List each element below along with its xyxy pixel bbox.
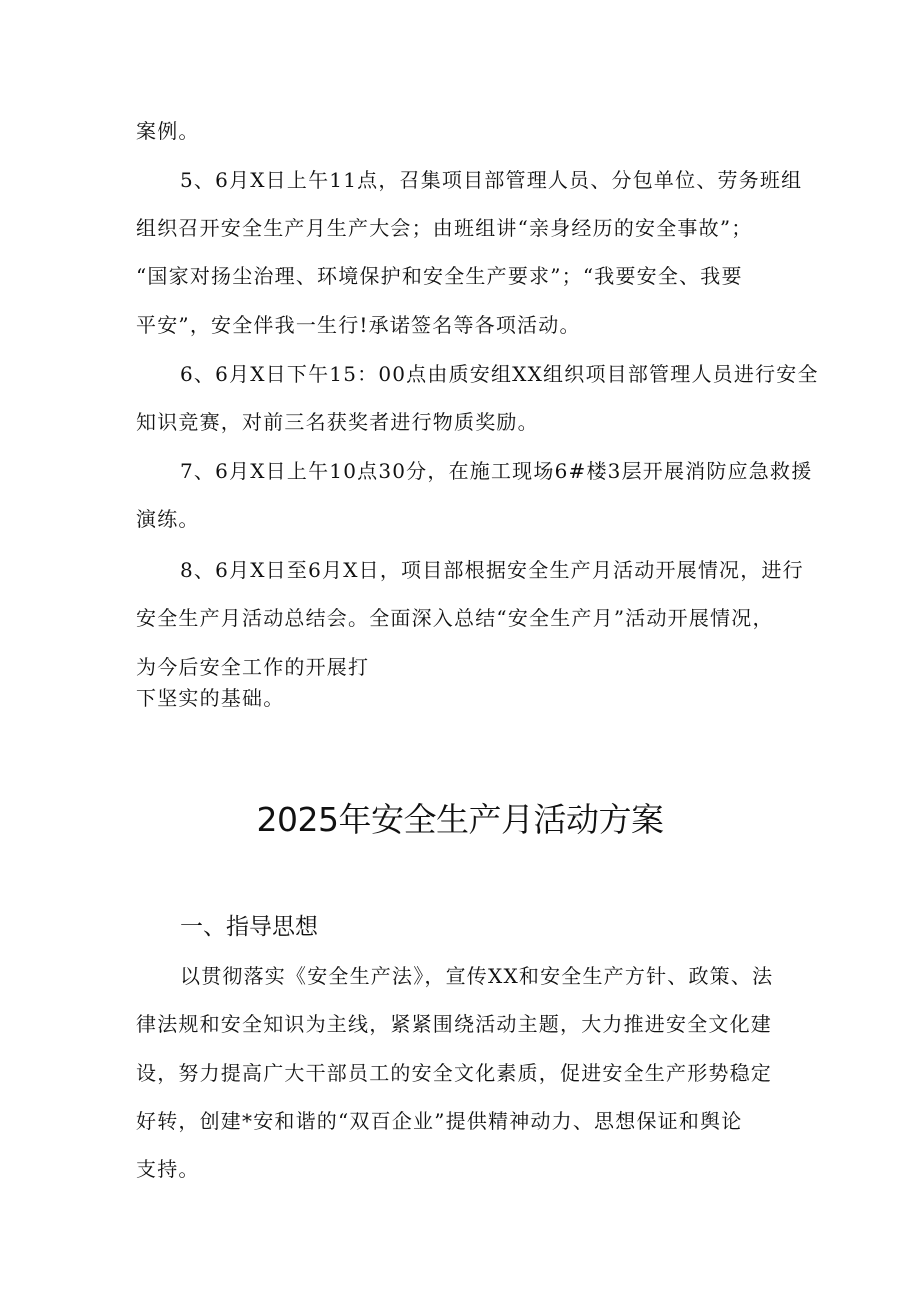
paragraph-line: 为今后安全工作的开展打 xyxy=(136,655,370,679)
paragraph-line: 支持。 xyxy=(136,1157,200,1181)
paragraph-line: 律法规和安全知识为主线，紧紧围绕活动主题，大力推进安全文化建 xyxy=(136,1012,772,1036)
paragraph-line: 下坚实的基础。 xyxy=(136,686,285,710)
paragraph-line: 好转，创建*安和谐的“双百企业”提供精神动力、思想保证和舆论 xyxy=(136,1109,743,1133)
paragraph-line: “国家对扬尘治理、环境保护和安全生产要求”；“我要安全、我要 xyxy=(136,264,743,288)
paragraph-line: 5、6月X日上午11点，召集项目部管理人员、分包单位、劳务班组 xyxy=(180,168,803,192)
paragraph-line: 6、6月X日下午15：00点由质安组XX组织项目部管理人员进行安全 xyxy=(180,362,819,386)
paragraph-line: 知识竞赛，对前三名获奖者进行物质奖励。 xyxy=(136,410,539,434)
paragraph-line: 以贯彻落实《安全生产法》，宣传XX和安全生产方针、政策、法 xyxy=(180,964,774,988)
paragraph-line: 设，努力提高广大干部员工的安全文化素质，促进安全生产形势稳定 xyxy=(136,1061,772,1085)
paragraph-line: 7、6月X日上午10点30分，在施工现场6#楼3层开展消防应急救援 xyxy=(180,459,813,483)
paragraph-line: 安全生产月活动总结会。全面深入总结“安全生产月”活动开展情况， xyxy=(136,606,774,630)
paragraph-line: 演练。 xyxy=(136,507,200,531)
paragraph-line: 平安”，安全伴我一生行!承诺签名等各项活动。 xyxy=(136,313,581,337)
document-title: 2025年安全生产月活动方案 xyxy=(256,800,664,839)
paragraph-line: 组织召开安全生产月生产大会；由班组讲“亲身经历的安全事故”； xyxy=(136,216,753,240)
paragraph-line: 案例。 xyxy=(136,119,200,143)
section-heading: 一、指导思想 xyxy=(180,914,318,940)
paragraph-line: 8、6月X日至6月X日，项目部根据安全生产月活动开展情况，进行 xyxy=(180,558,804,582)
